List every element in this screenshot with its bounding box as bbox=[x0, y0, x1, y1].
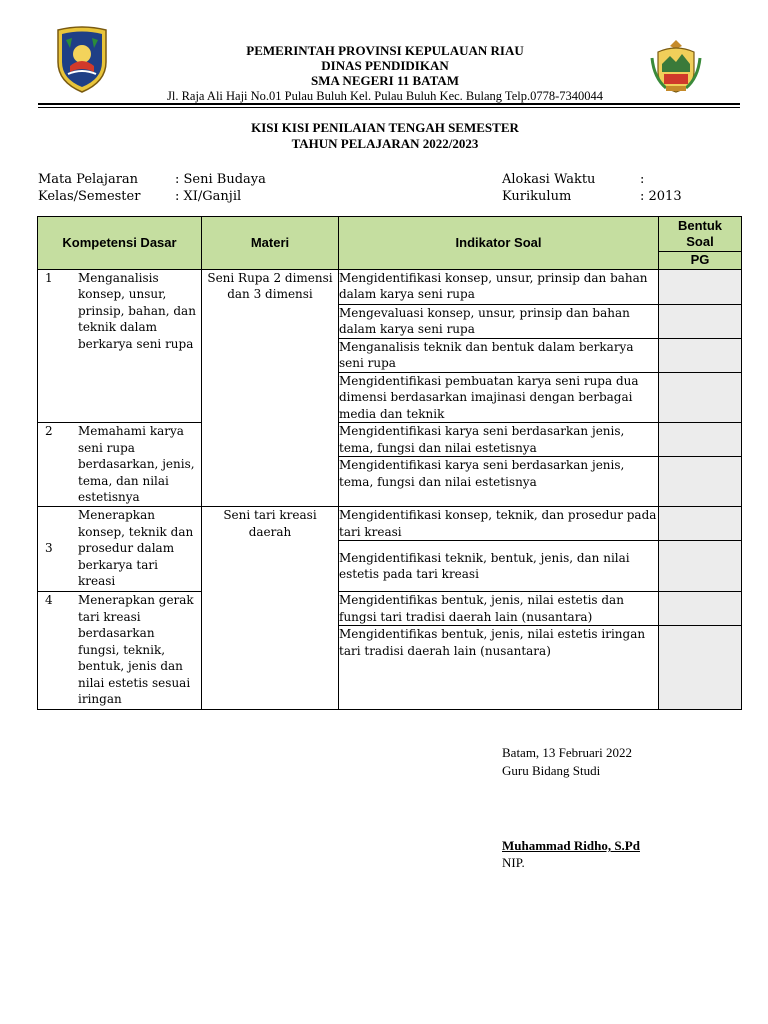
indikator-cell: Mengidentifikasi pembuatan karya seni rupa dua dimensi berdasarkan imajinasi dengan berbagai media dan teknik bbox=[339, 372, 659, 423]
header-rule-thick bbox=[38, 103, 740, 105]
materi-cell-1: Seni Rupa 2 dimensi dan 3 dimensi bbox=[202, 269, 339, 507]
table-row bbox=[38, 507, 742, 541]
kd-cell-3 bbox=[38, 507, 202, 592]
school-crest-logo bbox=[648, 38, 704, 94]
indikator-cell: Mengidentifikas bentuk, jenis, nilai estetis dan fungsi tari tradisi daerah lain (nusantara) bbox=[339, 592, 659, 626]
header-government: PEMERINTAH PROVINSI KEPULAUAN RIAU bbox=[246, 43, 524, 58]
mapel-label: Mata Pelajaran bbox=[38, 172, 139, 187]
table-row bbox=[38, 423, 742, 457]
header-address: Jl. Raja Ali Haji No.01 Pulau Buluh Kel. Pulau Buluh Kec. Bulang Telp.0778-7340044 bbox=[166, 89, 604, 103]
pg-cell bbox=[659, 626, 742, 710]
sign-nip: NIP. bbox=[502, 855, 525, 870]
pg-cell bbox=[659, 304, 742, 338]
document-title: KISI KISI PENILAIAN TENGAH SEMESTER bbox=[251, 120, 519, 135]
indikator-cell: Menganalisis teknik dan bentuk dalam berkarya seni rupa bbox=[339, 338, 659, 372]
header-rule-thin bbox=[38, 107, 740, 108]
kd-cell-4 bbox=[38, 592, 202, 710]
document-subtitle: TAHUN PELAJARAN 2022/2023 bbox=[291, 136, 479, 151]
header-agency: DINAS PENDIDIKAN bbox=[321, 58, 449, 73]
header-materi: Materi bbox=[202, 217, 339, 270]
indikator-cell: Mengidentifikas bentuk, jenis, nilai estetis iringan tari tradisi daerah lain (nusantara) bbox=[339, 626, 659, 710]
pg-cell bbox=[659, 541, 742, 592]
kd-number: 4 bbox=[45, 593, 53, 607]
kisi-table bbox=[37, 216, 742, 710]
kd-text: Menerapkan gerak tari kreasi berdasarkan fungsi, teknik, bentuk, jenis dan nilai estetis sesuai iringan bbox=[78, 593, 194, 706]
pg-cell bbox=[659, 457, 742, 507]
header-pg: PG bbox=[659, 252, 742, 270]
header-school: SMA NEGERI 11 BATAM bbox=[311, 73, 459, 88]
kd-text: Menerapkan konsep, teknik dan prosedur dalam berkarya tari kreasi bbox=[78, 508, 194, 588]
indikator-cell: Mengevaluasi konsep, unsur, prinsip dan bahan dalam karya seni rupa bbox=[339, 304, 659, 338]
kd-number: 1 bbox=[45, 270, 53, 285]
mapel-value: : Seni Budaya bbox=[175, 172, 266, 187]
table-row bbox=[38, 592, 742, 626]
pg-cell bbox=[659, 338, 742, 372]
pg-cell bbox=[659, 423, 742, 457]
kelas-label: Kelas/Semester bbox=[38, 189, 141, 204]
table-header-row bbox=[38, 217, 742, 252]
kurikulum-label: Kurikulum bbox=[502, 189, 572, 204]
kd-number: 3 bbox=[45, 541, 53, 555]
pg-cell bbox=[659, 507, 742, 541]
sign-name: Muhammad Ridho, S.Pd bbox=[502, 838, 640, 853]
materi-cell-2: Seni tari kreasi daerah bbox=[202, 507, 339, 710]
sign-role: Guru Bidang Studi bbox=[502, 763, 601, 778]
provincial-crest-logo bbox=[52, 26, 112, 94]
indikator-cell: Mengidentifikasi karya seni berdasarkan jenis, tema, fungsi dan nilai estetisnya bbox=[339, 423, 659, 457]
pg-cell bbox=[659, 592, 742, 626]
sign-place-date: Batam, 13 Februari 2022 bbox=[502, 745, 632, 760]
alokasi-value: : bbox=[640, 172, 645, 187]
kd-cell-1 bbox=[38, 269, 202, 423]
kd-number: 2 bbox=[45, 424, 53, 438]
pg-cell bbox=[659, 269, 742, 304]
indikator-cell: Mengidentifikasi konsep, teknik, dan prosedur pada tari kreasi bbox=[339, 507, 659, 541]
indikator-cell: Mengidentifikasi karya seni berdasarkan jenis, tema, fungsi dan nilai estetisnya bbox=[339, 457, 659, 507]
indikator-cell: Mengidentifikasi konsep, unsur, prinsip dan bahan dalam karya seni rupa bbox=[339, 269, 659, 304]
table-row bbox=[38, 269, 742, 304]
kd-cell-2 bbox=[38, 423, 202, 507]
header-kd: Kompetensi Dasar bbox=[38, 217, 202, 270]
kd-text: Memahami karya seni rupa berdasarkan, jenis, tema, dan nilai estetisnya bbox=[78, 424, 195, 504]
kurikulum-value: : 2013 bbox=[640, 189, 682, 204]
header-indikator: Indikator Soal bbox=[339, 217, 659, 270]
kd-text: Menganalisis konsep, unsur, prinsip, bahan, dan teknik dalam berkarya seni rupa bbox=[78, 270, 196, 351]
pg-cell bbox=[659, 372, 742, 423]
header-bentuk-soal: Bentuk Soal bbox=[659, 217, 742, 252]
kelas-value: : XI/Ganjil bbox=[175, 189, 242, 204]
alokasi-label: Alokasi Waktu bbox=[502, 172, 596, 187]
indikator-cell: Mengidentifikasi teknik, bentuk, jenis, dan nilai estetis pada tari kreasi bbox=[339, 541, 659, 592]
